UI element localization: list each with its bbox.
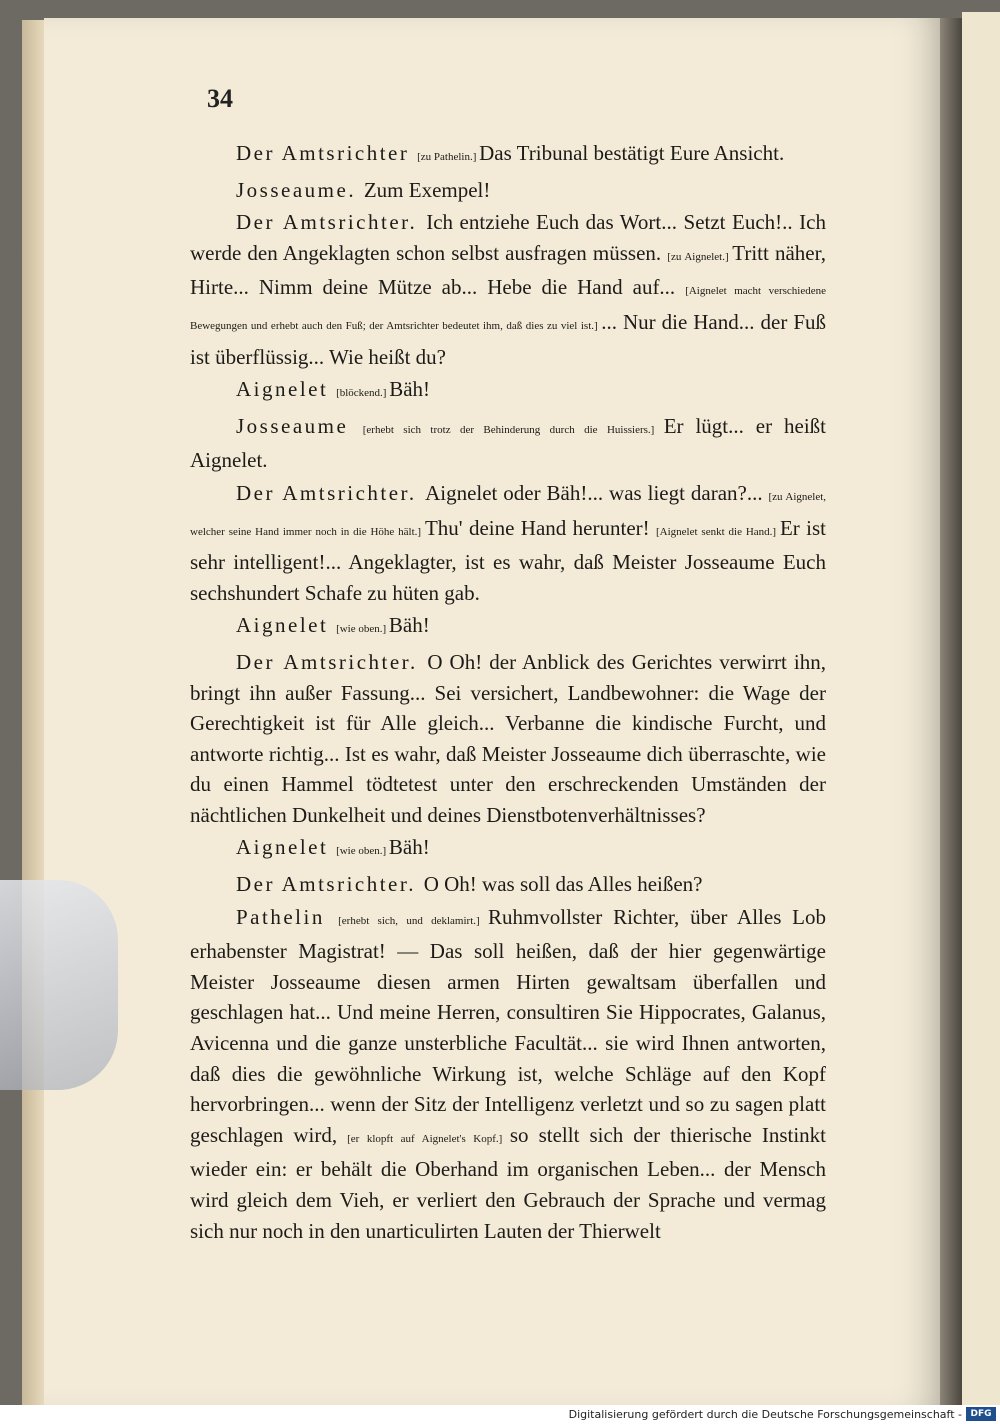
paragraph bbox=[190, 138, 826, 173]
dialogue-text: Tritt näher, Hirte... Nimm deine Mütze ab... Hebe die Hand auf... bbox=[190, 240, 826, 300]
dialogue-text: so stellt sich der thierische Instinkt wieder ein: er behält die Oberhand im organischen Leben... der Mensch wird gleich dem Vieh, er verliert den Gebrauch der Sprache und vermag sich nur noch in den unarticulirten Lauten der Thierwelt bbox=[190, 1122, 826, 1243]
stage-direction: [blöckend.] bbox=[336, 387, 390, 400]
stage-direction: [erhebt sich trotz der Behinderung durch die Huissiers.] bbox=[362, 423, 664, 436]
paragraph bbox=[190, 207, 826, 372]
paragraph bbox=[190, 869, 826, 900]
stage-direction: [wie oben.] bbox=[336, 845, 389, 858]
stage-direction: [erhebt sich, und deklamirt.] bbox=[338, 914, 488, 927]
dialogue-text: Das Tribunal bestätigt Eure Ansicht. bbox=[479, 141, 785, 165]
dialogue-text: Er lügt... er heißt Aignelet. bbox=[190, 413, 827, 473]
dfg-logo: DFG bbox=[966, 1407, 996, 1421]
dialogue-text: Aignelet oder Bäh!... was liegt daran?... bbox=[425, 480, 769, 505]
paragraph bbox=[190, 374, 826, 409]
dialogue-text: Zum Exempel! bbox=[363, 177, 491, 202]
stage-direction: [zu Aignelet, welcher seine Hand immer noch in die Höhe hält.] bbox=[190, 490, 827, 538]
dialogue-text: O Oh! was soll das Alles heißen? bbox=[423, 872, 703, 897]
speaker-name: Der Amtsrichter. bbox=[236, 480, 426, 505]
spine-shadow bbox=[940, 18, 962, 1405]
speaker-name: Aignelet bbox=[236, 613, 337, 638]
dialogue-text: Ich entziehe Euch das Wort... Setzt Euch!.. Ich werde den Angeklagten schon selbst ausfragen müssen. bbox=[190, 210, 826, 265]
stage-direction: [Aignelet senkt die Hand.] bbox=[656, 525, 780, 538]
speaker-name: Pathelin bbox=[236, 904, 339, 929]
speaker-name: Aignelet bbox=[236, 835, 337, 860]
stage-direction: [wie oben.] bbox=[336, 623, 389, 636]
dialogue-text: Thu' deine Hand herunter! bbox=[424, 515, 657, 540]
dialogue-text: Bäh! bbox=[388, 835, 430, 860]
speaker-name: Aignelet bbox=[236, 377, 337, 402]
speaker-name: Der Amtsrichter. bbox=[236, 872, 424, 897]
dialogue-text: Bäh! bbox=[388, 613, 430, 638]
paragraph bbox=[190, 411, 826, 476]
dialogue-text: Bäh! bbox=[389, 377, 431, 402]
stage-direction: [Aignelet macht verschiedene Bewegungen und erhebt auch den Fuß; der Amtsrichter bedeutet ihm, daß dies zu viel ist.] bbox=[190, 285, 826, 332]
paragraph bbox=[190, 478, 826, 608]
stage-direction: [er klopft auf Aignelet's Kopf.] bbox=[347, 1132, 510, 1145]
stage-direction: [zu Pathelin.] bbox=[417, 151, 480, 163]
stage-direction: [zu Aignelet.] bbox=[667, 250, 733, 263]
paragraph bbox=[190, 902, 826, 1247]
speaker-name: Josseaume. bbox=[236, 177, 364, 202]
next-page-edge bbox=[962, 12, 1000, 1405]
paragraph bbox=[190, 175, 826, 206]
paragraph bbox=[190, 832, 826, 867]
paragraph bbox=[190, 610, 826, 645]
page-number: 34 bbox=[207, 84, 233, 113]
speaker-name: Der Amtsrichter. bbox=[236, 649, 428, 674]
dialogue-text: Ruhmvollster Richter, über Alles Lob erhabenster Magistrat! — Das soll heißen, daß der hier gegenwärtige Meister Josseaume diesen armen Hirten gewaltsam überfallen und geschlagen hat... Und meine Herren, consultiren Sie Hippocrates, Galanus, Avicenna und die ganze unsterbliche Facultät... sie wird Ihnen antworten, daß dies die gewöhnliche Wirkung ist, welche Schläge auf den Kopf hervorbringen... wenn der Sitz der Intelligenz verletzt und so zu sagen platt geschlagen wird, bbox=[190, 904, 826, 1147]
dialogue-text: O Oh! der Anblick des Gerichtes verwirrt ihn, bringt ihn außer Fassung... Sei versichert, Landbewohner: die Wage der Gerechtigkeit ist für Alle gleich... Verbanne die kindische Furcht, und antworte richtig... Ist es wahr, daß Meister Josseaume dich überraschte, wie du einen Hammel tödtetest unter den erschreckenden Umständen der nächtlichen Dunkelheit und deines Dienstbotenverhältnisses? bbox=[190, 649, 827, 827]
speaker-name: Der Amtsrichter. bbox=[236, 210, 427, 235]
paragraph bbox=[190, 647, 826, 831]
scanner-thumb bbox=[0, 880, 118, 1090]
speaker-name: Josseaume bbox=[236, 413, 363, 438]
dialogue-text: ... Nur die Hand... der Fuß ist überflüssig... Wie heißt du? bbox=[190, 309, 827, 369]
speaker-name: Der Amtsrichter bbox=[236, 141, 418, 165]
footer-credit: Digitalisierung gefördert durch die Deutsche Forschungsgemeinschaft - bbox=[568, 1408, 962, 1421]
dialogue-text: Er ist sehr intelligent!... Angeklagter, ist es wahr, daß Meister Josseaume Euch sechshundert Schafe zu hüten gab. bbox=[190, 515, 827, 605]
footer-bar bbox=[0, 1405, 1000, 1424]
page-text bbox=[190, 138, 826, 1248]
